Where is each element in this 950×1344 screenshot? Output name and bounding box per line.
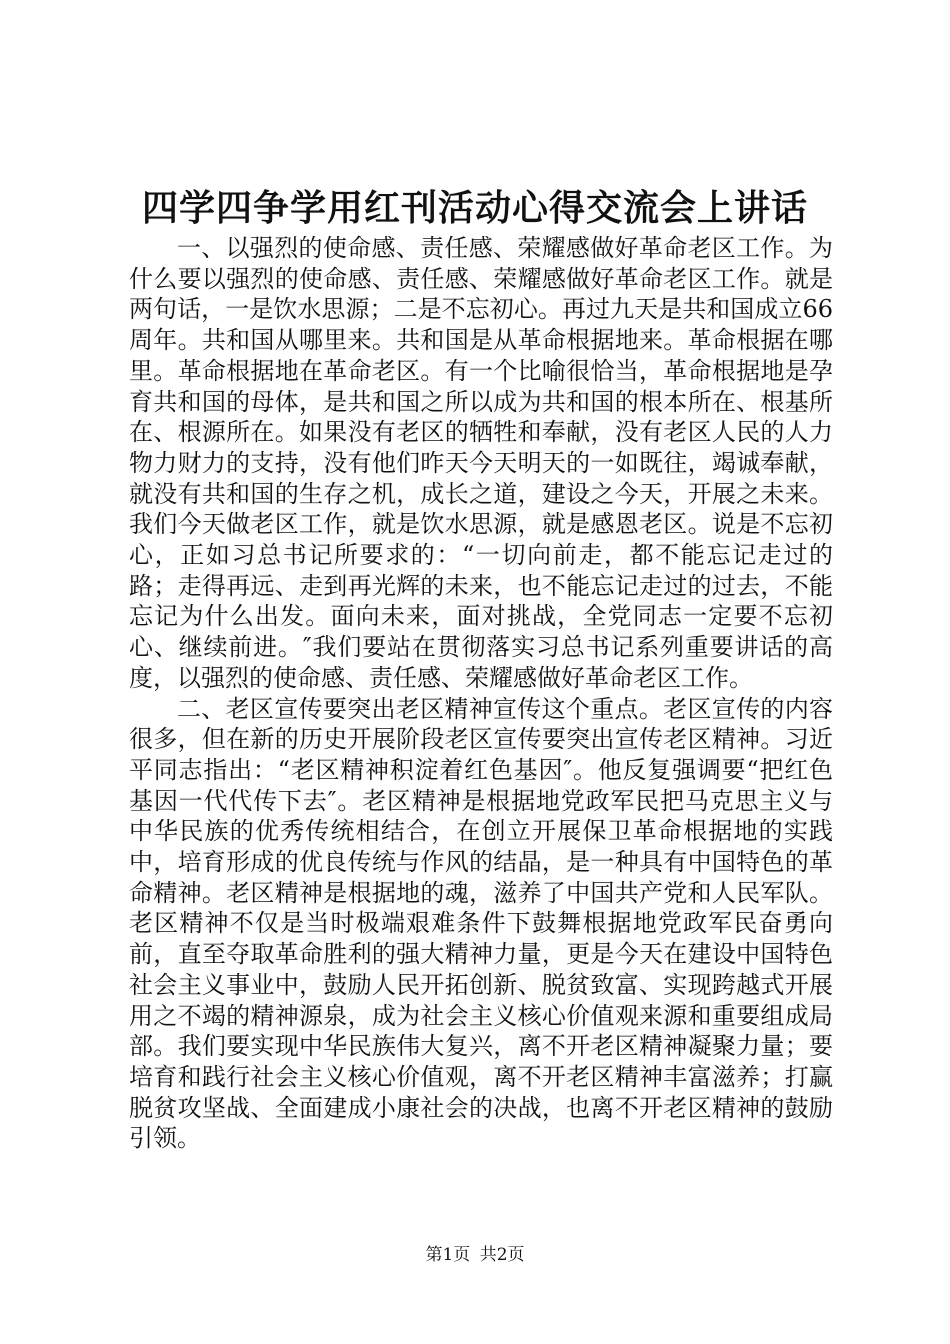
paragraph-2: 二、老区宣传要突出老区精神宣传这个重点。老区宣传的内容很多，但在新的历史开展阶段老区宣传要突出宣传老区精神。习近平同志指出：“老区精神积淀着红色基因″。他反复强调要“把红色基因一代代传下去″。老区精神是根据地党政军民把马克思主义与中华民族的优秀传统相结合，在创立开展保卫革命根据地的实践中，培育形成的优良传统与作风的结晶，是一种具有中国特色的革命精神。老区精神是根据地的魂，滋养了中国共产党和人民军队。老区精神不仅是当时极端艰难条件下鼓舞根据地党政军民奋勇向前，直至夺取革命胜利的强大精神力量，更是今天在建设中国特色社会主义事业中，鼓励人民开拓创新、脱贫致富、实现跨越式开展用之不竭的精神源泉，成为社会主义核心价值观来源和重要组成局部。我们要实现中华民族伟大复兴，离不开老区精神凝聚力量；要培育和践行社会主义核心价值观，离不开老区精神丰富滋养；打赢脱贫攻坚战、全面建成小康社会的决战，也离不开老区精神的鼓励引领。: [129, 694, 833, 1153]
paragraph-1: 一、以强烈的使命感、责任感、荣耀感做好革命老区工作。为什么要以强烈的使命感、责任感、荣耀感做好革命老区工作。就是两句话，一是饮水思源；二是不忘初心。再过九天是共和国成立66周年。共和国从哪里来。共和国是从革命根据地来。革命根据在哪里。革命根据地在革命老区。有一个比喻很恰当，革命根据地是孕育共和国的母体，是共和国之所以成为共和国的根本所在、根基所在、根源所在。如果没有老区的牺牲和奉献，没有老区人民的人力物力财力的支持，没有他们昨天今天明天的一如既往，竭诚奉献，就没有共和国的生存之机，成长之道，建设之今天，开展之未来。我们今天做老区工作，就是饮水思源，就是感恩老区。说是不忘初心，正如习总书记所要求的：“一切向前走，都不能忘记走过的路；走得再远、走到再光辉的未来，也不能忘记走过的过去，不能忘记为什么出发。面向未来，面对挑战，全党同志一定要不忘初心、继续前进。″我们要站在贯彻落实习总书记系列重要讲话的高度，以强烈的使命感、责任感、荣耀感做好革命老区工作。: [129, 234, 833, 692]
page-number-total: 共2页: [479, 1245, 525, 1265]
page-number-current: 第1页: [425, 1245, 471, 1265]
document-body: [129, 233, 833, 1154]
document-title: 四学四争学用红刊活动心得交流会上讲话: [141, 187, 808, 229]
page-footer: [0, 1243, 950, 1267]
